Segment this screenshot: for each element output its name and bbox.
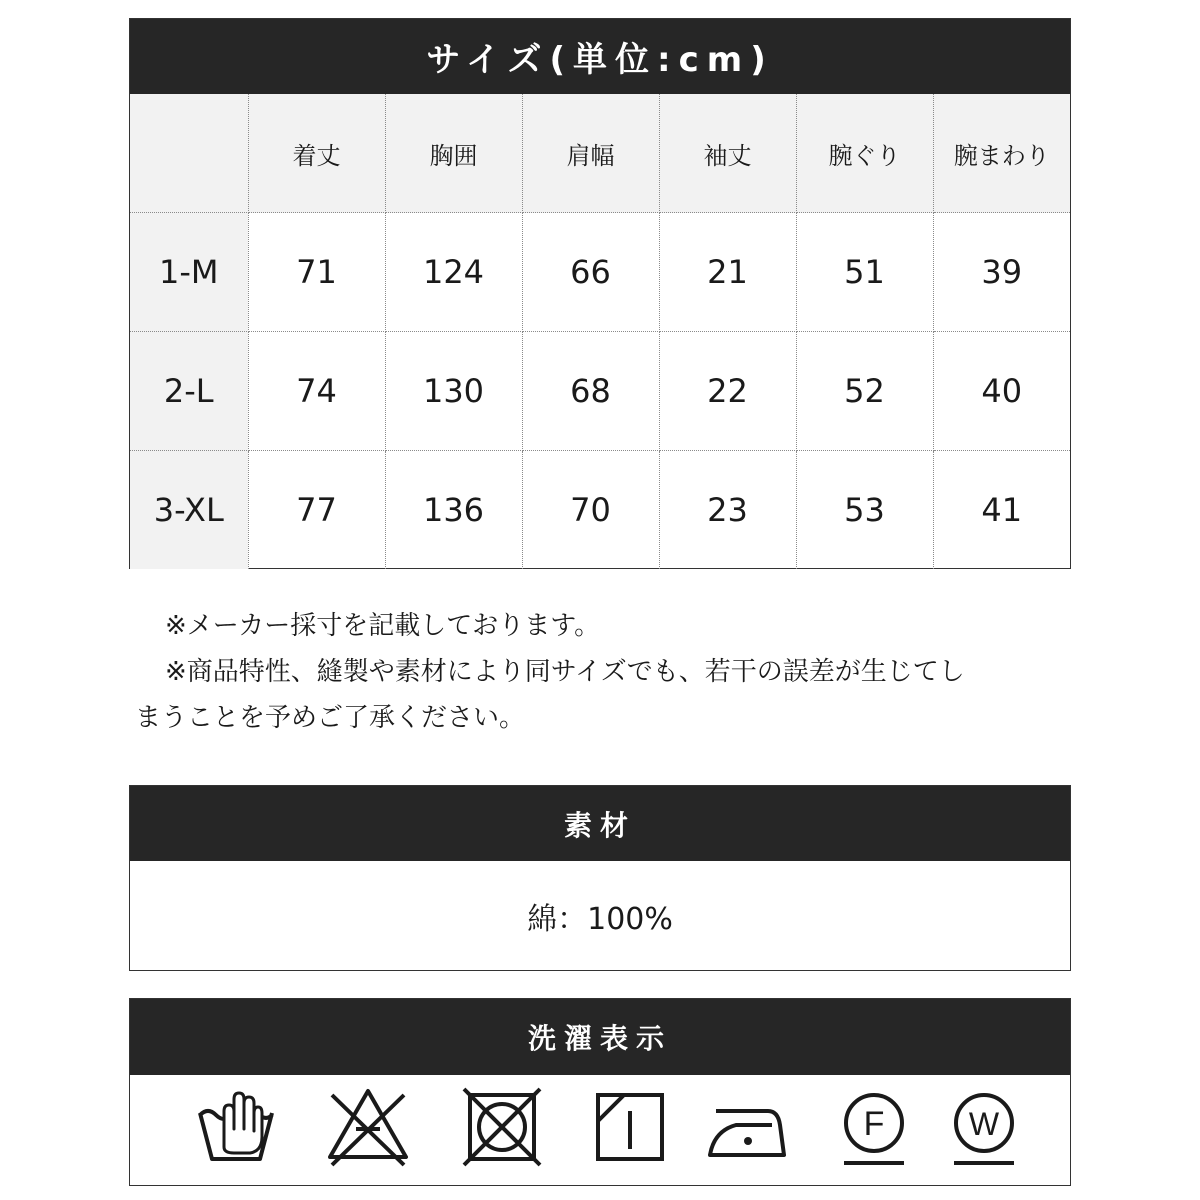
care-panel	[129, 998, 1071, 1186]
size-table-header-row	[130, 94, 1070, 213]
note-measurement: ※メーカー採寸を記載しております。	[165, 611, 601, 641]
row-header-size: 2-L	[130, 332, 248, 451]
row-header-size: 1-M	[130, 213, 248, 332]
notes	[135, 603, 1065, 741]
table-cell: 66	[522, 213, 659, 332]
table-cell: 77	[248, 451, 385, 570]
table-cell: 136	[385, 451, 522, 570]
drip-dry-shade-icon	[588, 1085, 672, 1169]
table-cell: 41	[933, 451, 1070, 570]
size-section-title: サイズ(単位:cm)	[130, 19, 1070, 94]
table-row	[130, 213, 1070, 332]
note-variance: ※商品特性、縫製や素材により同サイズでも、若干の誤差が生じてし	[165, 657, 965, 687]
no-bleach-icon	[326, 1085, 410, 1169]
table-cell: 40	[933, 332, 1070, 451]
table-cell: 39	[933, 213, 1070, 332]
note-variance-continued: まうことを予めご了承ください。	[135, 703, 526, 733]
size-panel	[129, 18, 1071, 569]
material-panel	[129, 785, 1071, 971]
column-header-chest: 胸囲	[385, 94, 522, 213]
table-cell: 124	[385, 213, 522, 332]
column-header-empty	[130, 94, 248, 213]
wet-clean-letter: W	[968, 1106, 1000, 1142]
table-cell: 23	[659, 451, 796, 570]
table-cell: 68	[522, 332, 659, 451]
table-cell: 53	[796, 451, 933, 570]
wet-clean-w-icon	[942, 1085, 1026, 1169]
iron-low-icon	[706, 1085, 790, 1169]
dry-clean-letter: F	[863, 1105, 885, 1143]
table-cell: 21	[659, 213, 796, 332]
table-cell: 70	[522, 451, 659, 570]
table-cell: 52	[796, 332, 933, 451]
table-cell: 51	[796, 213, 933, 332]
table-cell: 22	[659, 332, 796, 451]
column-header-sleeve: 袖丈	[659, 94, 796, 213]
hand-wash-icon	[194, 1085, 278, 1169]
care-section-title: 洗濯表示	[130, 999, 1070, 1075]
table-cell: 130	[385, 332, 522, 451]
no-tumble-dry-icon	[460, 1085, 544, 1169]
column-header-shoulder: 肩幅	[522, 94, 659, 213]
table-cell: 74	[248, 332, 385, 451]
dry-clean-f-icon	[832, 1085, 916, 1169]
material-content: 綿：100%	[527, 901, 673, 937]
table-row	[130, 451, 1070, 570]
size-table	[130, 94, 1070, 569]
row-header-size: 3-XL	[130, 451, 248, 570]
table-cell: 71	[248, 213, 385, 332]
care-icons-row	[130, 1075, 1070, 1185]
column-header-length: 着丈	[248, 94, 385, 213]
material-section-title: 素材	[130, 786, 1070, 861]
column-header-armhole: 腕ぐり	[796, 94, 933, 213]
column-header-arm-circumference: 腕まわり	[933, 94, 1070, 213]
table-row	[130, 332, 1070, 451]
